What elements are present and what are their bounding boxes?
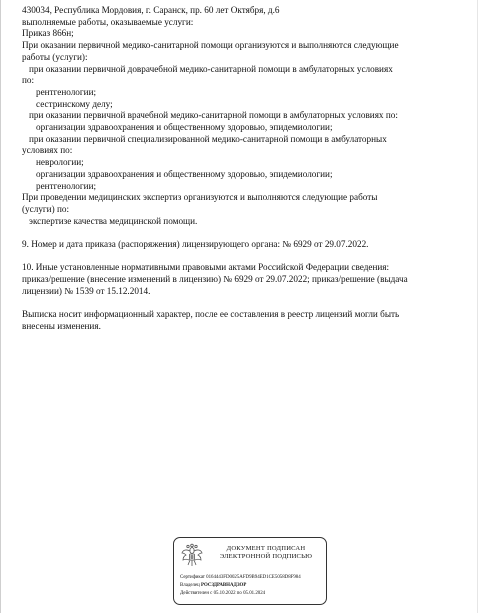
owner-label: Владелец: [180, 583, 200, 588]
validity-line: Действителен с 05.10.2022 по 05.01.2024: [180, 591, 266, 596]
owner-name: РОСЗДРАВНАДЗОР: [201, 583, 247, 588]
text-line: При оказании первичной медико-санитарной помощи организуются и выполняются следующие: [22, 40, 399, 51]
text-line: работы (услуги):: [22, 51, 88, 62]
text-line: рентгенологии;: [36, 86, 97, 97]
text-line: неврологии;: [36, 157, 84, 168]
blank-line: [22, 227, 452, 239]
text-line: приказ/решение (внесение изменений в лицензию) № 6929 от 29.07.2022; приказ/решение (выдача: [22, 274, 408, 285]
text-line: Выписка носит информационный характер, после ее составления в реестр лицензий могли быть: [22, 309, 400, 320]
stamp-title-line-1: ДОКУМЕНТ ПОДПИСАН: [226, 545, 306, 552]
blank-line: [22, 298, 452, 310]
certificate-line: [180, 575, 301, 581]
text-line: 10. Иные установленные нормативными правовыми актами Российской Федерации сведения:: [22, 262, 390, 273]
text-line: организации здравоохранения и общественному здоровью, эпидемиологии;: [36, 168, 333, 179]
text-line: (услуги) по:: [22, 203, 70, 214]
text-line: экспертизе качества медицинской помощи.: [29, 215, 198, 226]
document-body: [22, 5, 452, 333]
text-line: рентгенологии;: [36, 180, 97, 191]
text-line: Приказ 866н;: [22, 28, 74, 39]
text-line: по:: [22, 75, 35, 86]
stamp-title: [206, 545, 326, 561]
text-line: сестринскому делу;: [36, 98, 113, 109]
text-line: при оказании первичной врачебной медико-санитарной помощи в амбулаторных условиях по:: [29, 110, 398, 121]
text-line: условиях по:: [22, 145, 73, 156]
text-line: организации здравоохранения и общественному здоровью, эпидемиологии;: [36, 122, 333, 133]
blank-line: [22, 251, 452, 263]
certificate-number: 0164443FD0025AFD9B94ED1CE5058D8F984: [206, 575, 301, 580]
owner-line: [180, 583, 246, 589]
text-line: выполняемые работы, оказываемые услуги:: [22, 16, 194, 27]
text-line: при оказании первичной специализированной медико-санитарной помощи в амбулаторных: [29, 133, 387, 144]
text-line: при оказании первичной доврачебной медико-санитарной помощи в амбулаторных условиях: [29, 63, 393, 74]
text-line: внесены изменения.: [22, 320, 101, 331]
text-line: 430034, Республика Мордовия, г. Саранск, пр. 60 лет Октября, д.6: [22, 5, 280, 15]
electronic-signature-stamp: [173, 537, 327, 605]
coat-of-arms-icon: [179, 543, 205, 569]
certificate-label: Сертификат: [180, 575, 205, 580]
text-line: лицензии) № 1539 от 15.12.2014.: [22, 285, 151, 296]
stamp-title-line-2: ЭЛЕКТРОННОЙ ПОДПИСЬЮ: [219, 553, 313, 560]
text-line: При проведении медицинских экспертиз организуются и выполняются следующие работы: [22, 192, 378, 203]
text-line: 9. Номер и дата приказа (распоряжения) лицензирующего органа: № 6929 от 29.07.2022.: [22, 239, 369, 250]
